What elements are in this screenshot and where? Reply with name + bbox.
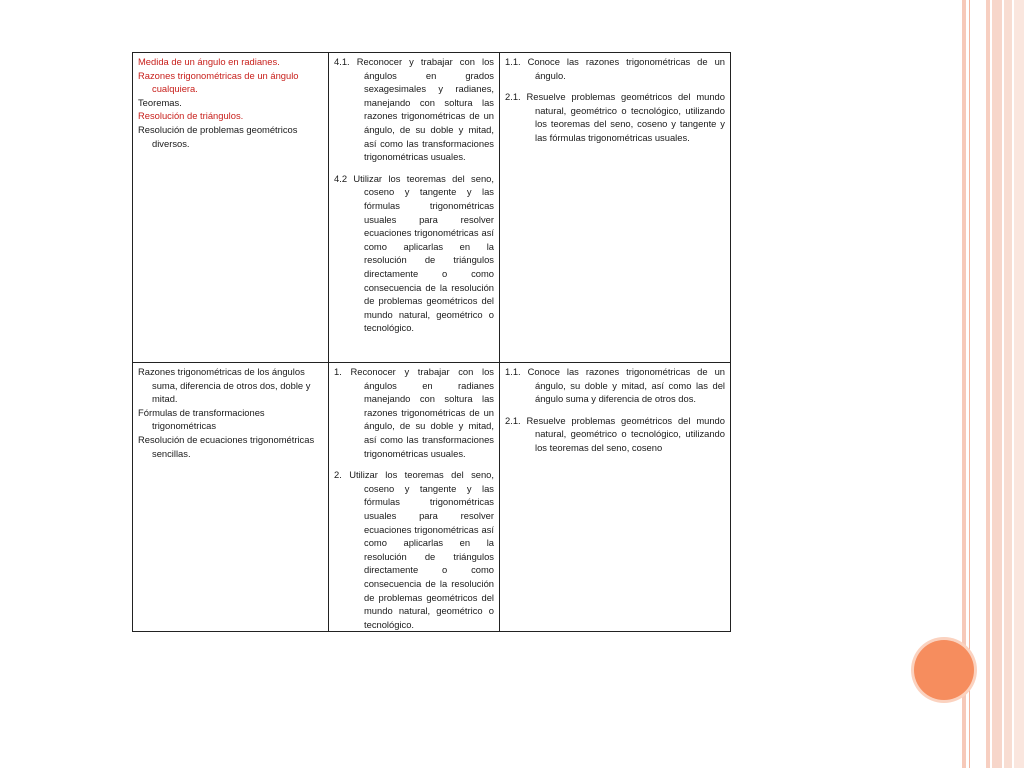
decorative-stripe <box>1014 0 1024 768</box>
contents-cell <box>133 53 329 363</box>
contents-cell <box>133 363 329 632</box>
standards-cell <box>500 363 731 632</box>
content-item: Razones trigonométricas de los ángulos suma, diferencia de otros dos, doble y mitad. <box>138 366 311 405</box>
criterion-text: 4.1. Reconocer y trabajar con los ángulos en grados sexagesimales y radianes, manejando con soltura las razones trigonométricas de un ángulo, de su doble y mitad, así como las transformaciones trigonométricas usuales. <box>334 56 494 163</box>
content-item: Fórmulas de transformaciones trigonométricas <box>138 406 265 432</box>
content-item: Razones trigonométricas de un ángulo cualquiera. <box>138 69 299 95</box>
decorative-stripe <box>986 0 990 768</box>
decorative-circle <box>914 640 974 700</box>
decorative-stripe <box>992 0 1002 768</box>
criterion-text: 2. Utilizar los teoremas del seno, coseno y tangente y las fórmulas trigonométricas usuales para resolver ecuaciones trigonométricas así como aplicarlas en la resolución de triángulos directamente o como consecuencia de la resolución de problemas geométricos del mundo natural, geométrico o tecnológico. <box>334 469 494 630</box>
standards-cell <box>500 53 731 363</box>
table-row <box>133 53 731 363</box>
content-item: Teoremas. <box>138 96 182 108</box>
criteria-cell <box>329 363 500 632</box>
criteria-cell <box>329 53 500 363</box>
content-item: Resolución de problemas geométricos diversos. <box>138 123 298 149</box>
curriculum-table <box>132 52 731 632</box>
content-item: Resolución de triángulos. <box>138 110 244 122</box>
standard-text: 2.1. Resuelve problemas geométricos del mundo natural, geométrico o tecnológico, utilizando los teoremas del seno, coseno y tangente y las fórmulas trigonométricas usuales. <box>505 91 725 143</box>
content-item: Resolución de ecuaciones trigonométricas sencillas. <box>138 433 315 459</box>
table-row <box>133 363 731 632</box>
standard-text: 2.1. Resuelve problemas geométricos del mundo natural, geométrico o tecnológico, utilizando los teoremas del seno, coseno <box>505 414 725 453</box>
criterion-text: 4.2 Utilizar los teoremas del seno, coseno y tangente y las fórmulas trigonométricas usuales para resolver ecuaciones trigonométricas así como aplicarlas en la resolución de triángulos directamente o como consecuencia de la resolución de problemas geométricos del mundo natural, geométrico o tecnológico. <box>334 172 494 334</box>
criterion-text: 1. Reconocer y trabajar con los ángulos en radianes manejando con soltura las razones trigonométricas de un ángulo, de su doble y mitad, así como las transformaciones trigonométricas usuales. <box>334 366 494 459</box>
content-item: Medida de un ángulo en radianes. <box>138 56 280 67</box>
standard-text: 1.1. Conoce las razones trigonométricas de un ángulo. <box>505 56 725 81</box>
standard-text: 1.1. Conoce las razones trigonométricas de un ángulo, su doble y mitad, así como las del ángulo suma y diferencia de otros dos. <box>505 366 725 405</box>
decorative-stripe <box>1004 0 1012 768</box>
